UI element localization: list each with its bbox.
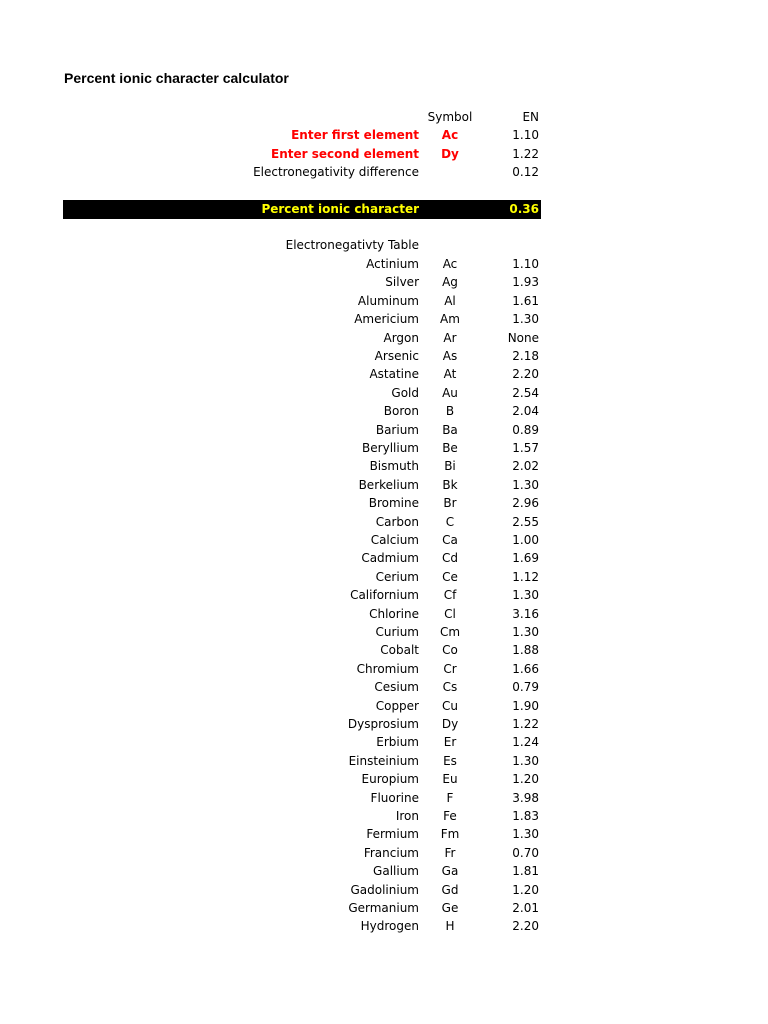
table-row bbox=[0, 899, 768, 917]
element-en: 2.01 bbox=[512, 901, 539, 915]
element-symbol: Cs bbox=[442, 680, 458, 695]
element-name: Bismuth bbox=[369, 459, 419, 474]
result-value: 0.36 bbox=[509, 202, 539, 216]
table-row bbox=[0, 310, 768, 328]
element-name: Gadolinium bbox=[350, 882, 419, 897]
element-symbol: F bbox=[446, 790, 454, 805]
element-symbol: Co bbox=[442, 643, 458, 658]
element-en: 1.90 bbox=[512, 698, 539, 713]
element-en: 3.98 bbox=[512, 790, 539, 805]
element-en: 3.16 bbox=[512, 606, 539, 621]
element-en: 1.81 bbox=[512, 864, 539, 879]
table-row bbox=[0, 439, 768, 457]
table-row bbox=[0, 292, 768, 310]
element-en: 1.30 bbox=[512, 753, 539, 768]
element-en: 1.83 bbox=[512, 809, 539, 823]
result-label: Percent ionic character bbox=[261, 202, 419, 216]
element-en: 1.88 bbox=[512, 643, 539, 658]
element-symbol: Ce bbox=[442, 569, 458, 584]
element-en: 1.57 bbox=[512, 441, 539, 455]
table-row bbox=[0, 715, 768, 733]
element-name: Fermium bbox=[366, 827, 419, 842]
element-symbol: Br bbox=[443, 496, 457, 511]
element-en: 1.30 bbox=[512, 477, 539, 492]
calculator-header-row bbox=[0, 108, 768, 126]
element-symbol: Gd bbox=[441, 882, 459, 897]
difference-label: Electronegativity difference bbox=[253, 165, 419, 179]
table-row bbox=[0, 476, 768, 494]
difference-row bbox=[0, 163, 768, 181]
element-symbol: Eu bbox=[442, 772, 458, 787]
element-en: 0.79 bbox=[512, 680, 539, 695]
element-en: 1.12 bbox=[512, 569, 539, 584]
table-row bbox=[0, 568, 768, 586]
element-symbol: Es bbox=[443, 753, 457, 768]
element-symbol: Cd bbox=[442, 551, 458, 566]
element-name: Beryllium bbox=[362, 441, 419, 455]
element-symbol: Am bbox=[440, 312, 460, 327]
element-name: Chlorine bbox=[369, 606, 419, 621]
table-row bbox=[0, 549, 768, 567]
table-row bbox=[0, 384, 768, 402]
element-en: 2.55 bbox=[512, 514, 539, 529]
element-name: Europium bbox=[361, 772, 419, 787]
element-symbol: Bi bbox=[444, 459, 456, 474]
table-row bbox=[0, 825, 768, 843]
element-name: Argon bbox=[383, 330, 419, 345]
table-row bbox=[0, 789, 768, 807]
table-row bbox=[0, 494, 768, 512]
element-name: Calcium bbox=[370, 533, 419, 547]
element-name: Erbium bbox=[376, 735, 419, 750]
element-symbol: Cm bbox=[439, 625, 461, 639]
element-en: 2.20 bbox=[512, 919, 539, 934]
element-symbol: Fe bbox=[443, 809, 457, 823]
table-row bbox=[0, 421, 768, 439]
element-symbol: At bbox=[443, 367, 457, 382]
element-en: 2.96 bbox=[512, 496, 539, 511]
en-column-header: EN bbox=[522, 110, 539, 124]
second-element-input[interactable]: Dy bbox=[441, 147, 459, 161]
element-en: 1.66 bbox=[512, 661, 539, 676]
table-row bbox=[0, 329, 768, 347]
element-name: Americium bbox=[354, 312, 419, 327]
element-symbol: Cf bbox=[443, 588, 457, 603]
element-symbol: Dy bbox=[441, 717, 459, 731]
table-row bbox=[0, 733, 768, 751]
element-symbol: C bbox=[445, 514, 455, 529]
element-name: Einsteinium bbox=[348, 753, 419, 768]
element-symbol: Cu bbox=[442, 698, 458, 713]
element-name: Cobalt bbox=[380, 643, 419, 658]
element-en: 1.10 bbox=[512, 257, 539, 271]
element-symbol: Au bbox=[442, 385, 458, 400]
table-row bbox=[0, 862, 768, 880]
element-en: 0.89 bbox=[512, 422, 539, 437]
second-element-en: 1.22 bbox=[512, 147, 539, 161]
second-element-row bbox=[0, 145, 768, 163]
element-symbol: Cr bbox=[443, 661, 457, 676]
table-row bbox=[0, 770, 768, 788]
element-name: Fluorine bbox=[370, 790, 419, 805]
element-name: Copper bbox=[375, 698, 419, 713]
element-name: Cesium bbox=[374, 680, 419, 695]
table-row bbox=[0, 807, 768, 825]
element-name: Dysprosium bbox=[347, 717, 419, 731]
element-en: 1.30 bbox=[512, 588, 539, 603]
first-element-label: Enter first element bbox=[291, 128, 419, 142]
element-en: 1.00 bbox=[512, 533, 539, 547]
table-row bbox=[0, 844, 768, 862]
element-name: Astatine bbox=[369, 367, 419, 382]
element-symbol: Cl bbox=[444, 606, 456, 621]
element-name: Francium bbox=[363, 845, 419, 860]
table-row bbox=[0, 641, 768, 659]
element-symbol: B bbox=[445, 404, 455, 419]
element-name: Hydrogen bbox=[360, 919, 419, 934]
table-row bbox=[0, 881, 768, 899]
table-row bbox=[0, 513, 768, 531]
element-name: Gold bbox=[391, 385, 419, 400]
element-name: Cerium bbox=[375, 569, 419, 584]
difference-value: 0.12 bbox=[512, 165, 539, 179]
element-symbol: Fm bbox=[440, 827, 460, 842]
element-en: 2.54 bbox=[512, 385, 539, 400]
element-symbol: Ac bbox=[442, 257, 458, 271]
element-en: 1.30 bbox=[512, 312, 539, 327]
table-row bbox=[0, 457, 768, 475]
element-en: 1.93 bbox=[512, 275, 539, 290]
element-en: 1.69 bbox=[512, 551, 539, 566]
element-en: 1.20 bbox=[512, 772, 539, 787]
element-name: Iron bbox=[395, 809, 419, 823]
element-name: Silver bbox=[385, 275, 419, 290]
table-row bbox=[0, 273, 768, 291]
table-row bbox=[0, 605, 768, 623]
element-symbol: Ge bbox=[441, 901, 459, 915]
table-row bbox=[0, 697, 768, 715]
table-row bbox=[0, 917, 768, 935]
element-symbol: Al bbox=[444, 293, 456, 308]
element-en: 2.04 bbox=[512, 404, 539, 419]
element-name: Berkelium bbox=[358, 477, 419, 492]
element-name: Arsenic bbox=[374, 349, 419, 363]
element-en: 1.22 bbox=[512, 717, 539, 731]
table-row bbox=[0, 660, 768, 678]
result-bar bbox=[63, 200, 541, 219]
table-row bbox=[0, 365, 768, 383]
table-row bbox=[0, 402, 768, 420]
table-row bbox=[0, 586, 768, 604]
first-element-input[interactable]: Ac bbox=[441, 128, 459, 142]
table-row bbox=[0, 623, 768, 641]
element-symbol: Ag bbox=[442, 275, 458, 290]
element-name: Aluminum bbox=[357, 293, 419, 308]
table-row bbox=[0, 752, 768, 770]
element-name: Curium bbox=[375, 625, 419, 639]
element-name: Bromine bbox=[368, 496, 419, 511]
element-en: 2.18 bbox=[512, 349, 539, 363]
table-row bbox=[0, 678, 768, 696]
element-en: 1.30 bbox=[512, 827, 539, 842]
element-name: Germanium bbox=[348, 901, 419, 915]
element-symbol: H bbox=[445, 919, 455, 934]
element-symbol: As bbox=[442, 349, 458, 363]
element-symbol: Ar bbox=[443, 330, 457, 345]
first-element-row bbox=[0, 126, 768, 144]
element-name: Actinium bbox=[366, 257, 419, 271]
table-row bbox=[0, 255, 768, 273]
element-symbol: Fr bbox=[444, 845, 456, 860]
page-title: Percent ionic character calculator bbox=[64, 70, 289, 86]
element-symbol: Be bbox=[442, 441, 458, 455]
element-en: None bbox=[507, 330, 539, 345]
symbol-column-header: Symbol bbox=[427, 110, 473, 124]
table-row bbox=[0, 531, 768, 549]
element-en: 0.70 bbox=[512, 845, 539, 860]
element-symbol: Ca bbox=[442, 533, 458, 547]
table-row bbox=[0, 347, 768, 365]
element-en: 1.61 bbox=[512, 293, 539, 308]
element-en: 2.02 bbox=[512, 459, 539, 474]
element-name: Gallium bbox=[373, 864, 419, 879]
table-title: Electronegativty Table bbox=[285, 238, 419, 252]
element-en: 2.20 bbox=[512, 367, 539, 382]
element-symbol: Bk bbox=[442, 477, 458, 492]
second-element-label: Enter second element bbox=[271, 147, 419, 161]
element-en: 1.30 bbox=[512, 625, 539, 639]
element-name: Californium bbox=[350, 588, 419, 603]
element-name: Carbon bbox=[375, 514, 419, 529]
first-element-en: 1.10 bbox=[512, 128, 539, 142]
element-name: Boron bbox=[383, 404, 419, 419]
element-name: Cadmium bbox=[361, 551, 419, 566]
element-symbol: Er bbox=[443, 735, 457, 750]
element-name: Chromium bbox=[356, 661, 419, 676]
element-en: 1.20 bbox=[512, 882, 539, 897]
element-symbol: Ga bbox=[441, 864, 459, 879]
element-name: Barium bbox=[375, 422, 419, 437]
element-en: 1.24 bbox=[512, 735, 539, 750]
element-symbol: Ba bbox=[442, 422, 458, 437]
